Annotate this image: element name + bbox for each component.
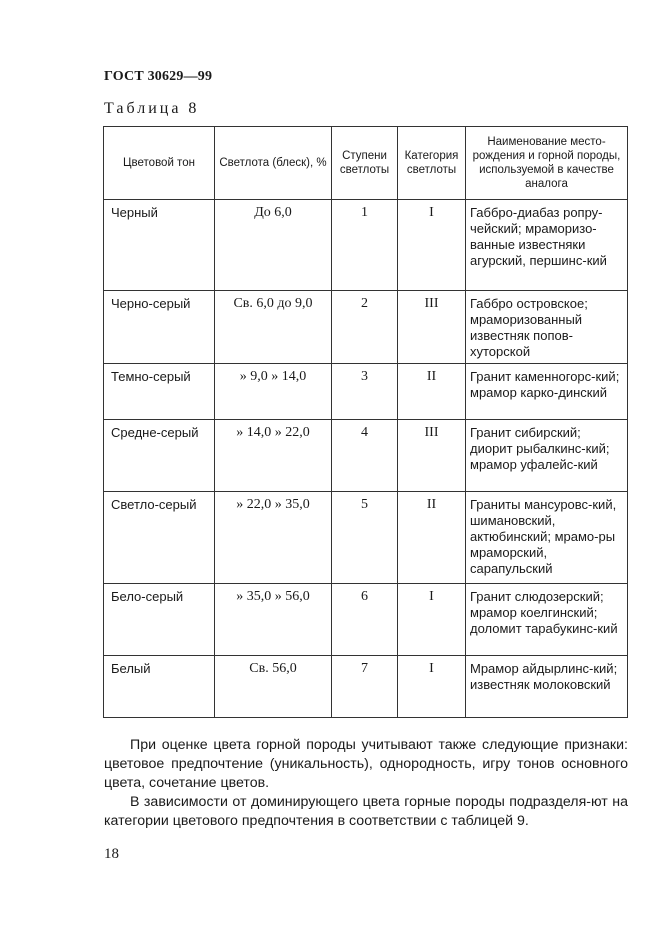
table-row	[104, 584, 628, 656]
cell-deposit-name: Габбро островское; мраморизованный известняк попов-хуторской	[466, 291, 628, 364]
cell-lightness: » 35,0 » 56,0	[215, 584, 332, 656]
body-paragraph: При оценке цвета горной породы учитывают также следующие признаки: цветовое предпочтение (уникальность), однородность, игру тонов основного цвета, сочетание цветов.	[104, 737, 628, 791]
table-header-row	[104, 127, 628, 200]
cell-tone: Черный	[104, 200, 215, 291]
cell-lightness: Св. 56,0	[215, 656, 332, 718]
body-paragraph: В зависимости от доминирующего цвета горные породы подразделя-ют на категории цветового предпочтения в соответствии с таблицей 9.	[104, 794, 628, 829]
table-row	[104, 200, 628, 291]
cell-step: 2	[332, 291, 398, 364]
document-code: ГОСТ 30629—99	[104, 69, 213, 84]
cell-category: III	[398, 291, 466, 364]
cell-lightness: » 9,0 » 14,0	[215, 364, 332, 420]
cell-category: I	[398, 584, 466, 656]
table-row	[104, 364, 628, 420]
cell-lightness: » 14,0 » 22,0	[215, 420, 332, 492]
cell-step: 6	[332, 584, 398, 656]
cell-tone: Черно-серый	[104, 291, 215, 364]
table-row	[104, 420, 628, 492]
column-header-step: Ступени светлоты	[332, 127, 398, 200]
cell-tone: Светло-серый	[104, 492, 215, 584]
cell-deposit-name: Гранит слюдозерский; мрамор коелгинский; доломит тарабукинс-кий	[466, 584, 628, 656]
cell-category: III	[398, 420, 466, 492]
cell-tone: Белый	[104, 656, 215, 718]
cell-deposit-name: Граниты мансуровс-кий, шимановский, актюбинский; мрамо-ры мраморский, сарапульский	[466, 492, 628, 584]
cell-step: 4	[332, 420, 398, 492]
cell-lightness: До 6,0	[215, 200, 332, 291]
cell-deposit-name: Габбро-диабаз ропру-чейский; мраморизо-ванные известняки агурский, першинс-кий	[466, 200, 628, 291]
column-header-tone: Цветовой тон	[104, 127, 215, 200]
cell-tone: Средне-серый	[104, 420, 215, 492]
table-row	[104, 656, 628, 718]
column-header-category: Категория светлоты	[398, 127, 466, 200]
table-caption: Таблица 8	[104, 100, 200, 117]
cell-category: I	[398, 200, 466, 291]
cell-lightness: » 22,0 » 35,0	[215, 492, 332, 584]
cell-deposit-name: Мрамор айдырлинс-кий; известняк молоковский	[466, 656, 628, 718]
column-header-deposit-name: Наименование место-рождения и горной породы, используемой в качестве аналога	[466, 127, 628, 200]
cell-deposit-name: Гранит каменногорс-кий; мрамор карко-динский	[466, 364, 628, 420]
cell-step: 1	[332, 200, 398, 291]
cell-step: 5	[332, 492, 398, 584]
cell-step: 3	[332, 364, 398, 420]
lightness-table	[103, 126, 628, 718]
table-row	[104, 492, 628, 584]
column-header-lightness: Светлота (блеск), %	[215, 127, 332, 200]
cell-step: 7	[332, 656, 398, 718]
cell-category: I	[398, 656, 466, 718]
page-number: 18	[104, 846, 119, 862]
cell-deposit-name: Гранит сибирский; диорит рыбалкинс-кий; мрамор уфалейс-кий	[466, 420, 628, 492]
table-row	[104, 291, 628, 364]
cell-tone: Темно-серый	[104, 364, 215, 420]
cell-category: II	[398, 492, 466, 584]
cell-tone: Бело-серый	[104, 584, 215, 656]
cell-category: II	[398, 364, 466, 420]
cell-lightness: Св. 6,0 до 9,0	[215, 291, 332, 364]
